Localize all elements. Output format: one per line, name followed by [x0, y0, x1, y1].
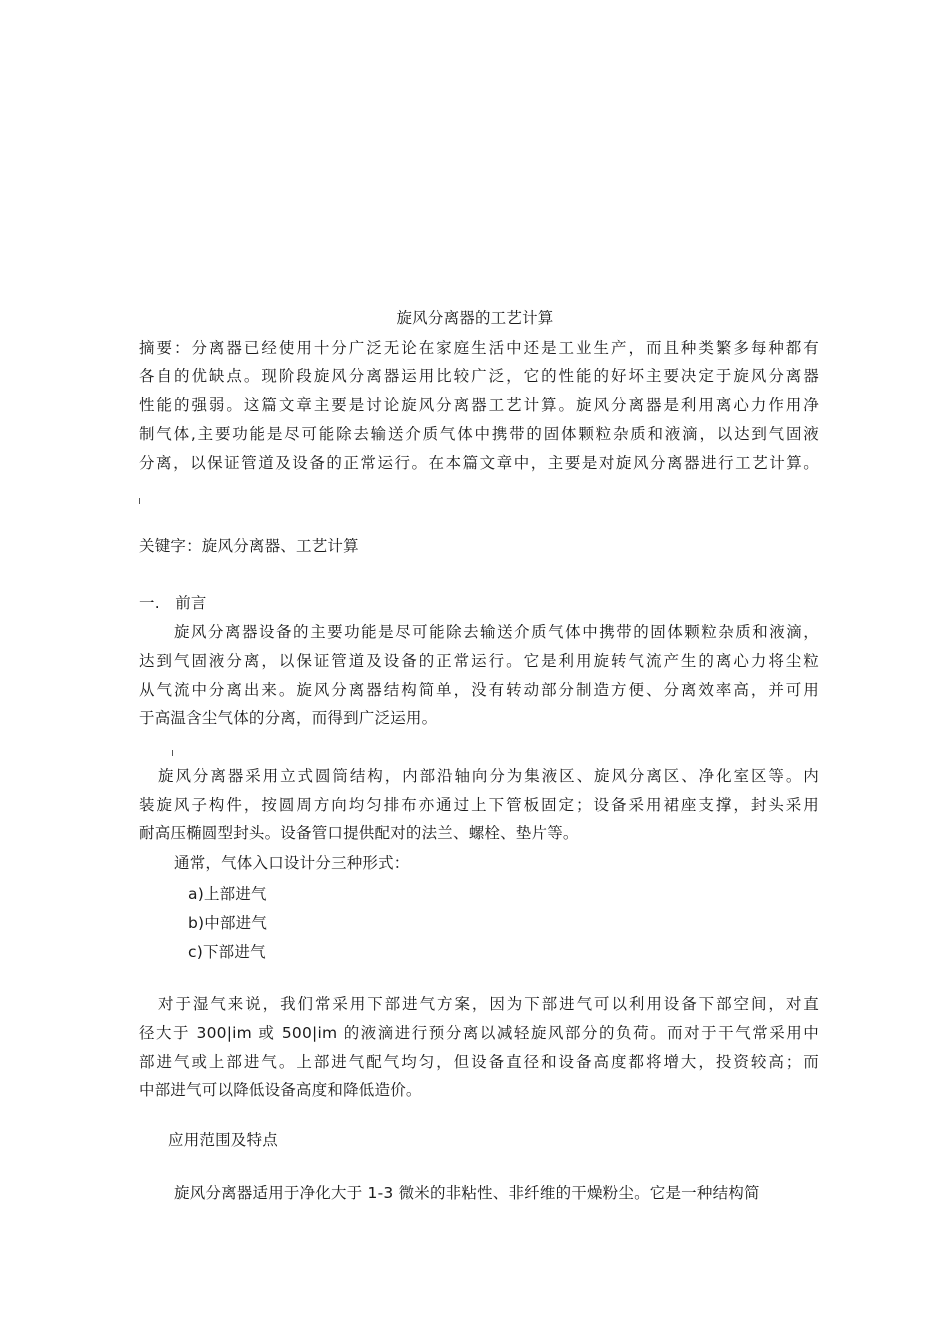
paragraph-line: 达到气固液分离，以保证管道及设备的正常运行。它是利用旋转气流产生的离心力将尘粒	[139, 652, 819, 670]
abstract-line: 分离，以保证管道及设备的正常运行。在本篇文章中，主要是对旋风分离器进行工艺计算。	[139, 454, 819, 472]
abstract-line: 制气体,主要功能是尽可能除去输送介质气体中携带的固体颗粒杂质和液滴，以达到气固液	[139, 425, 819, 443]
paragraph-line: 装旋风子构件，按圆周方向均匀排布亦通过上下管板固定；设备采用裙座支撑，封头采用	[139, 796, 819, 814]
section-heading-preface: 一. 前言	[139, 594, 207, 612]
text-cursor-mark	[172, 750, 173, 756]
document-title: 旋风分离器的工艺计算	[396, 309, 554, 327]
application-paragraph-line: 旋风分离器适用于净化大于 1-3 微米的非粘性、非纤维的干燥粉尘。它是一种结构简	[174, 1184, 760, 1202]
list-item: b)中部进气	[188, 914, 268, 932]
inlet-intro: 通常，气体入口设计分三种形式：	[174, 854, 410, 872]
paragraph-line: 对于湿气来说，我们常采用下部进气方案，因为下部进气可以利用设备下部空间，对直	[158, 995, 819, 1013]
list-item: a)上部进气	[188, 885, 267, 903]
abstract-line: 性能的强弱。这篇文章主要是讨论旋风分离器工艺计算。旋风分离器是利用离心力作用净	[139, 396, 819, 414]
abstract-line: 摘要：分离器已经使用十分广泛无论在家庭生活中还是工业生产，而且种类繁多每种都有	[139, 339, 819, 357]
paragraph-line: 于高温含尘气体的分离，而得到广泛运用。	[139, 709, 438, 727]
paragraph-line: 部进气或上部进气。上部进气配气均匀，但设备直径和设备高度都将增大，投资较高；而	[139, 1053, 819, 1071]
list-item: c)下部进气	[188, 943, 266, 961]
text-cursor-mark	[139, 498, 140, 504]
section-heading-application: 应用范围及特点	[168, 1131, 278, 1149]
paragraph-line: 旋风分离器设备的主要功能是尽可能除去输送介质气体中携带的固体颗粒杂质和液滴，	[174, 623, 819, 641]
abstract-line: 各自的优缺点。现阶段旋风分离器运用比较广泛，它的性能的好坏主要决定于旋风分离器	[139, 367, 819, 385]
paragraph-line: 中部进气可以降低设备高度和降低造价。	[139, 1081, 422, 1099]
paragraph-line: 从气流中分离出来。旋风分离器结构简单，没有转动部分制造方便、分离效率高，并可用	[139, 681, 819, 699]
paragraph-line: 耐高压椭圆型封头。设备管口提供配对的法兰、螺栓、垫片等。	[139, 824, 579, 842]
keywords-line: 关键字：旋风分离器、工艺计算	[139, 537, 359, 555]
paragraph-line: 旋风分离器采用立式圆筒结构，内部沿轴向分为集液区、旋风分离区、净化室区等。内	[158, 767, 819, 785]
paragraph-line: 径大于 300|im 或 500|im 的液滴进行预分离以减轻旋风部分的负荷。而对于干气常采用中	[139, 1024, 819, 1042]
